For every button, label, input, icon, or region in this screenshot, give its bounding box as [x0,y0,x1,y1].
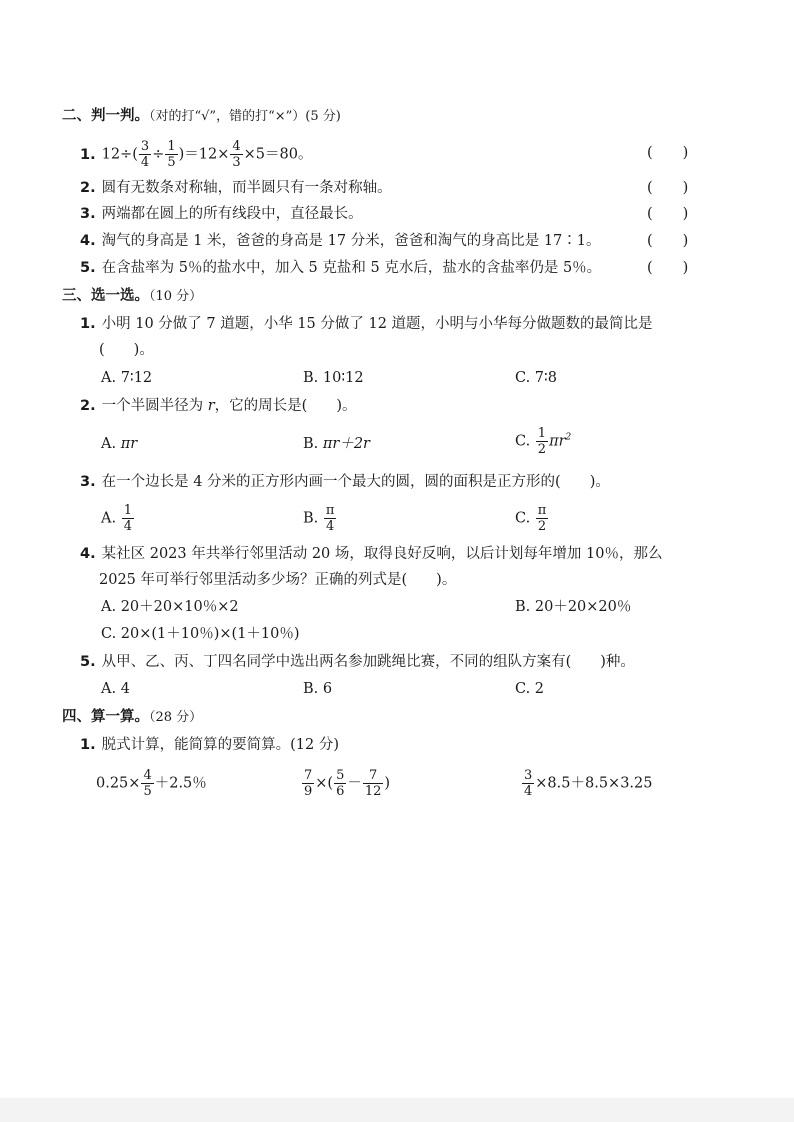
denominator: 5 [167,155,176,170]
expr-part: ＋2.5％ [154,775,207,792]
numerator: 7 [304,768,313,783]
question-text: 从甲、乙、丙、丁四名同学中选出两名参加跳绳比赛，不同的组队方案有( )种。 [101,654,635,670]
numerator: π [537,503,547,518]
question-text: ，它的周长是( )。 [214,398,357,414]
expr-part: ×5＝80。 [243,146,313,163]
choose-question-1 [80,314,653,334]
fraction [141,769,153,798]
question-text-cont: 2025 年可举行邻里活动多少场？正确的列式是( )。 [99,572,457,588]
section-calc-title: 四、算一算。 [62,709,149,725]
option-label: C. [515,510,535,527]
denominator: 4 [326,519,335,534]
answer-blank-3[interactable]: () [647,206,719,222]
numerator: 1 [123,503,132,518]
question-number: 1. [80,316,96,332]
expr-part: ×( [315,775,334,792]
denominator: 4 [140,155,150,170]
question-number: 5. [80,654,96,670]
numerator: 5 [336,768,345,783]
judge-question-1 [80,140,312,169]
denominator: 12 [364,784,382,799]
question-text: 小明 10 分做了 7 道题，小华 15 分做了 12 道题，小明与小华每分做题数的最简比是 [101,316,653,332]
option-a[interactable]: A. 7∶12 [101,370,153,386]
section-calc-points: （28 分） [149,710,203,725]
denominator: 2 [537,442,547,457]
numerator: 3 [524,768,533,783]
option-label: C. [515,433,535,450]
option-label: B. [303,510,323,527]
option-c[interactable]: C. 7∶8 [515,370,558,386]
answer-blank-2[interactable]: () [647,180,719,196]
fraction [522,769,534,798]
question-text: 脱式计算，能简算的要简算。(12 分) [101,737,339,753]
expr-part: 0.25× [96,775,141,792]
option-label: A. [101,510,121,527]
operator: ÷ [152,146,165,163]
option-b[interactable]: B. 20＋20×20％ [515,599,632,615]
question-number: 3. [80,206,96,222]
answer-blank-1[interactable]: () [647,145,719,161]
question-number: 1. [80,737,96,753]
question-number: 4. [80,546,96,562]
expr-part: ) [384,775,391,792]
fraction [302,769,314,798]
fraction [536,427,548,456]
option-c[interactable] [515,504,549,533]
choose-question-3 [80,472,610,492]
fraction [139,140,151,169]
question-text: 淘气的身高是 1 米，爸爸的身高是 17 分米，爸爸和淘气的身高比是 17∶1。 [101,233,601,249]
expression-1 [96,769,207,798]
variable: r [207,398,215,414]
option-a[interactable]: A. 20＋20×10％×2 [101,599,239,615]
denominator: 4 [123,519,132,534]
option-c[interactable] [515,427,571,456]
question-text-cont[interactable]: ( )。 [99,342,154,358]
question-number: 1. [80,146,96,163]
question-text: 圆有无数条对称轴，而半圆只有一条对称轴。 [101,180,392,196]
numerator: 1 [537,426,547,441]
numerator: 7 [363,769,384,784]
exponent: 2 [565,432,572,443]
question-number: 2. [80,180,96,196]
expression-3 [521,769,653,798]
option-a[interactable]: A. 4 [101,681,130,697]
option-label: B. [303,436,323,452]
question-number: 5. [80,260,96,276]
expr-part: ×8.5＋8.5×3.25 [535,775,653,792]
expression-2 [301,769,390,798]
option-c[interactable]: C. 2 [515,681,545,697]
section-choose-points: （10 分） [149,289,203,304]
fraction [363,769,384,798]
fraction [122,504,134,533]
answer-blank-5[interactable]: () [647,260,719,276]
section-judge-note: （对的打“√”，错的打“×”） [149,109,306,124]
question-text: 某社区 2023 年共举行邻里活动 20 场，取得良好反响，以后计划每年增加 10％，那么 [101,546,663,562]
section-judge-points: (5 分) [305,109,341,124]
denominator: 5 [143,784,152,799]
numerator: 4 [232,139,241,154]
question-number: 4. [80,233,96,249]
option-b[interactable] [303,434,370,454]
numerator: 3 [140,139,150,154]
judge-question-2 [80,178,392,198]
denominator: 9 [304,784,313,799]
fraction [334,769,346,798]
bottom-shade [0,1098,794,1122]
question-text: 两端都在圆上的所有线段中，直径最长。 [101,206,363,222]
option-b[interactable]: B. 10∶12 [303,370,364,386]
section-choose-title: 三、选一选。 [62,288,149,304]
fraction [230,140,242,169]
answer-blank-4[interactable]: () [647,233,719,249]
operator: － [347,775,362,792]
option-value: πr [549,433,566,450]
option-value: πr [120,436,138,452]
fraction [324,504,337,533]
question-text: 在含盐率为 5％的盐水中，加入 5 克盐和 5 克水后，盐水的含盐率仍是 5％。 [101,260,602,276]
fraction [165,140,177,169]
judge-question-3 [80,204,363,224]
expr-part: )＝12× [178,146,230,163]
fraction [536,504,549,533]
section-choose-heading [62,286,202,307]
option-b[interactable] [303,504,337,533]
option-a[interactable] [101,504,135,533]
option-label: A. [101,436,121,452]
question-text: 一个半圆半径为 [101,398,208,414]
option-b[interactable]: B. 6 [303,681,333,697]
denominator: 4 [524,784,533,799]
section-calc-heading [62,707,202,728]
calc-question-1 [80,735,339,755]
expr-part: 12÷( [101,146,138,163]
question-number: 2. [80,398,96,414]
option-value: πr＋2r [322,436,370,452]
question-text: 在一个边长是 4 分米的正方形内画一个最大的圆，圆的面积是正方形的( )。 [101,474,610,490]
section-judge-title: 二、判一判。 [62,108,149,124]
denominator: 3 [232,155,241,170]
section-judge-heading [62,106,341,127]
choose-question-4 [80,544,662,564]
judge-question-5 [80,258,601,278]
choose-question-5 [80,652,635,672]
denominator: 2 [537,519,547,534]
choose-question-2 [80,396,356,416]
option-c[interactable]: C. 20×(1＋10％)×(1＋10％) [101,626,300,642]
numerator: π [325,503,335,518]
judge-question-4 [80,231,601,251]
option-a[interactable] [101,434,137,454]
question-number: 3. [80,474,96,490]
numerator: 1 [167,139,176,154]
denominator: 6 [336,784,345,799]
numerator: 4 [143,768,152,783]
